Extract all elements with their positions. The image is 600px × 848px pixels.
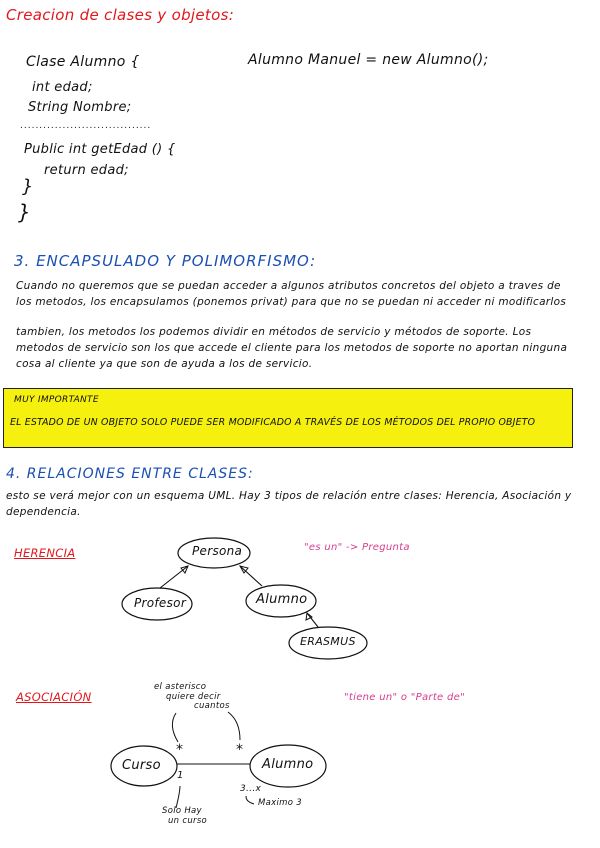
- alumno-assoc-node: Alumno: [262, 757, 314, 772]
- code-line-class: Clase Alumno {: [26, 54, 140, 70]
- alumno-to-persona-line: [240, 566, 262, 586]
- code-line-return: return edad;: [44, 163, 129, 178]
- herencia-note: "es un" -> Pregunta: [304, 542, 410, 553]
- section-4-paragraph: esto se verá mejor con un esquema UML. Hay 3 tipos de relación entre clases: Herencia, Asociación y dependencia.: [6, 490, 572, 518]
- asterisk-note-arrow-left: [172, 713, 178, 742]
- alumno-node: Alumno: [256, 592, 308, 607]
- asociacion-note: "tiene un" o "Parte de": [344, 692, 465, 703]
- herencia-label: HERENCIA: [14, 546, 76, 560]
- erasmus-to-alumno-line: [307, 613, 318, 627]
- profesor-to-persona-line: [160, 566, 188, 588]
- code-close-brace-method: }: [22, 176, 34, 197]
- asterisk-note-2: quiere decir: [166, 692, 221, 702]
- persona-node: Persona: [192, 544, 243, 558]
- code-line-getedad: Public int getEdad () {: [24, 142, 176, 157]
- important-label: MUY IMPORTANTE: [14, 395, 99, 405]
- code-instantiation: Alumno Manuel = new Alumno();: [248, 52, 489, 68]
- left-end-value: 1: [177, 770, 184, 781]
- code-line-nombre: String Nombre;: [28, 100, 132, 115]
- left-end-note-arrow: [176, 786, 180, 808]
- multiplicity-left: *: [176, 742, 183, 758]
- section-3-paragraph-1: Cuando no queremos que se puedan acceder a algunos atributos concretos del objeto a traves de los metodos, los encapsulamos (ponemos privat) para que no se puedan ni acceder ni modificarlos: [16, 280, 567, 308]
- section-3-heading: 3. ENCAPSULADO Y POLIMORFISMO:: [14, 252, 317, 270]
- asterisk-note-1: el asterisco: [154, 682, 207, 692]
- multiplicity-right: *: [236, 742, 243, 758]
- right-end-value: 3...x: [240, 784, 262, 794]
- curso-node: Curso: [122, 758, 161, 773]
- code-line-edad: int edad;: [32, 80, 93, 95]
- right-end-note-arrow: [246, 796, 254, 804]
- left-end-note-2: un curso: [168, 816, 208, 826]
- page-title: Creacion de clases y objetos:: [6, 6, 235, 24]
- asterisk-note-3: cuantos: [194, 701, 230, 711]
- profesor-node: Profesor: [134, 596, 187, 610]
- right-end-note: Maximo 3: [258, 798, 302, 808]
- asociacion-label: ASOCIACIÓN: [16, 690, 92, 704]
- asterisk-note-arrow-right: [228, 712, 240, 740]
- code-separator: ..................................: [20, 121, 152, 131]
- section-4-heading: 4. RELACIONES ENTRE CLASES:: [6, 466, 254, 482]
- important-text: EL ESTADO DE UN OBJETO SOLO PUEDE SER MODIFICADO A TRAVÉS DE LOS MÉTODOS DEL PROPIO OBJETO: [10, 417, 536, 428]
- left-end-note-1: Solo Hay: [162, 806, 202, 816]
- code-close-brace-class: }: [18, 200, 32, 224]
- section-3-paragraph-2: tambien, los metodos los podemos dividir en métodos de servicio y métodos de soporte. Los metodos de servicio son los que accede el cliente para los metodos de soporte no aportan ninguna cosa al cliente ya que son de ayuda a los de servicio.: [16, 326, 568, 370]
- erasmus-node: ERASMUS: [300, 635, 356, 648]
